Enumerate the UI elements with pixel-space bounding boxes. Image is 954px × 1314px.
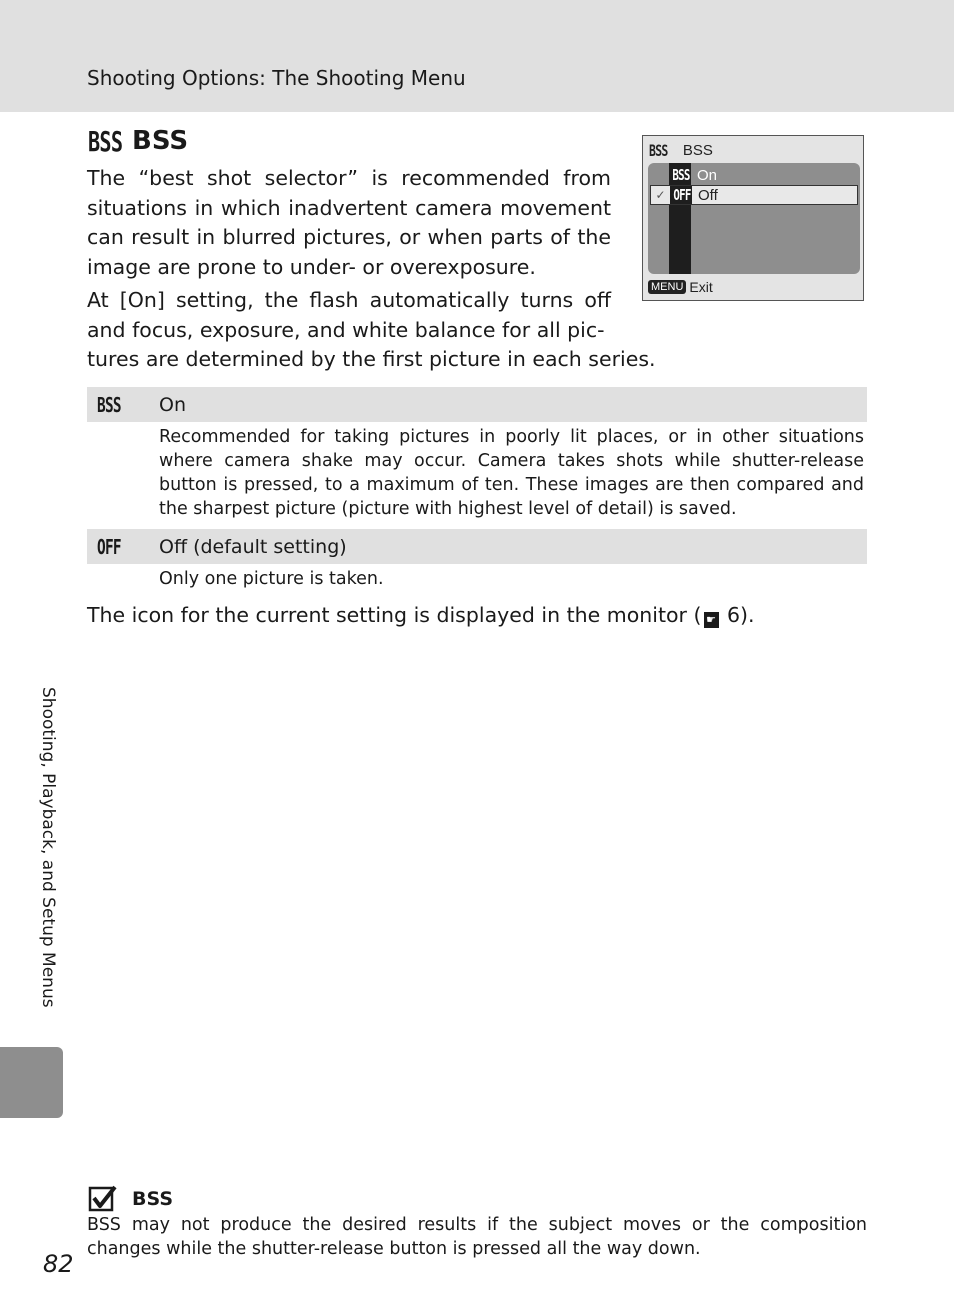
intro-paragraph-2-last-line: tures are determined by the first picture in each series.	[87, 347, 656, 371]
note-heading	[88, 1184, 173, 1214]
page-reference-icon: ☛	[704, 612, 719, 628]
option-label: Off (default setting)	[159, 535, 347, 558]
page-header-title: Shooting Options: The Shooting Menu	[87, 66, 466, 90]
note-check-icon	[88, 1184, 118, 1214]
menu-button-icon: MENU	[648, 280, 686, 294]
monitor-note-text-end: 6).	[720, 603, 755, 627]
page-number: 82	[43, 1250, 74, 1278]
intro-paragraph: The “best shot selector” is recommended from situations in which inadvertent camera movement can result in blurred pictures, or when parts of the image are prone to under- or overexposure.	[87, 166, 611, 279]
side-tab	[0, 1047, 63, 1118]
intro-paragraph-2: At [On] setting, the flash automatically turns off and focus, exposure, and white balance for all pic-	[87, 288, 611, 342]
option-row-on	[87, 387, 867, 422]
bss-icon: BSS	[88, 124, 123, 158]
menu-option-label: On	[697, 166, 718, 184]
side-tab-label: Shooting, Playback, and Setup Menus	[38, 687, 58, 1008]
header-band	[0, 0, 954, 112]
bss-on-icon: BSS	[672, 166, 690, 184]
section-heading	[88, 124, 188, 158]
monitor-note	[87, 603, 755, 628]
option-description: Recommended for taking pictures in poorly lit places, or in other situations where camera shake may occur. Camera takes shots while shutter-release button is pressed, to a maximum of ten. These images are then compared and the sharpest picture (picture with highest level of detail) is saved.	[159, 427, 864, 519]
bss-on-icon: BSS	[97, 392, 121, 417]
exit-hint	[648, 279, 713, 295]
note-title: BSS	[132, 1188, 173, 1210]
option-label: On	[159, 393, 186, 416]
option-description: Only one picture is taken.	[159, 569, 384, 589]
camera-menu-screen	[642, 135, 864, 301]
exit-label: Exit	[689, 279, 713, 295]
bss-off-icon: OFF	[670, 186, 692, 204]
screen-title	[649, 141, 713, 160]
section-title: BSS	[132, 126, 189, 156]
monitor-note-text: The icon for the current setting is displayed in the monitor (	[87, 603, 702, 627]
note-body: BSS may not produce the desired results if the subject moves or the composition changes while the shutter-release button is pressed all the way down.	[87, 1215, 867, 1259]
menu-option-on[interactable]	[669, 164, 857, 186]
bss-icon: BSS	[649, 141, 668, 160]
menu-option-label: Off	[698, 186, 718, 204]
checkmark-icon: ✓	[655, 188, 666, 202]
screen-title-text: BSS	[682, 142, 713, 159]
option-row-off	[87, 529, 867, 564]
menu-option-off[interactable]	[650, 185, 858, 205]
bss-off-icon: OFF	[97, 534, 121, 559]
